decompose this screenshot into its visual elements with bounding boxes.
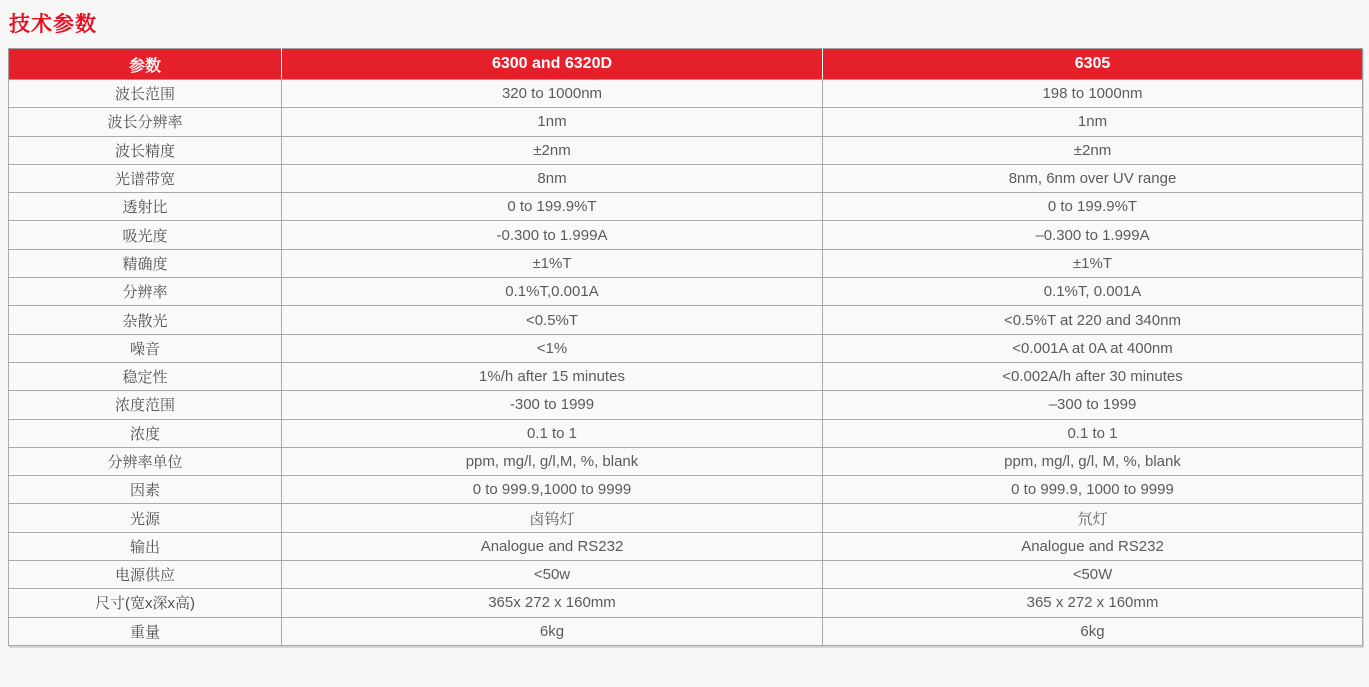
param-cell: 稳定性: [9, 362, 282, 390]
value-cell-6300-6320d: 1nm: [282, 108, 823, 136]
value-cell-6300-6320d: <50w: [282, 561, 823, 589]
param-cell: 重量: [9, 617, 282, 645]
value-cell-6305: 365 x 272 x 160mm: [823, 589, 1363, 617]
param-cell: 波长精度: [9, 136, 282, 164]
value-cell-6305: 氘灯: [823, 504, 1363, 532]
value-cell-6300-6320d: 6kg: [282, 617, 823, 645]
value-cell-6305: 8nm, 6nm over UV range: [823, 164, 1363, 192]
value-cell-6305: ppm, mg/l, g/l, M, %, blank: [823, 447, 1363, 475]
table-row: [9, 334, 1363, 362]
table-row: [9, 80, 1363, 108]
spec-table: [8, 48, 1363, 646]
value-cell-6300-6320d: 320 to 1000nm: [282, 80, 823, 108]
table-row: [9, 306, 1363, 334]
table-row: [9, 108, 1363, 136]
value-cell-6305: 1nm: [823, 108, 1363, 136]
value-cell-6305: 0.1%T, 0.001A: [823, 278, 1363, 306]
value-cell-6300-6320d: ±1%T: [282, 249, 823, 277]
value-cell-6300-6320d: 0 to 999.9,1000 to 9999: [282, 476, 823, 504]
value-cell-6305: –300 to 1999: [823, 391, 1363, 419]
table-row: [9, 136, 1363, 164]
value-cell-6300-6320d: ±2nm: [282, 136, 823, 164]
value-cell-6300-6320d: 1%/h after 15 minutes: [282, 362, 823, 390]
param-cell: 光源: [9, 504, 282, 532]
param-cell: 杂散光: [9, 306, 282, 334]
param-cell: 分辨率单位: [9, 447, 282, 475]
value-cell-6300-6320d: 0.1%T,0.001A: [282, 278, 823, 306]
page-title: 技术参数: [9, 13, 97, 36]
param-cell: 浓度范围: [9, 391, 282, 419]
table-row: [9, 561, 1363, 589]
table-row: [9, 419, 1363, 447]
table-row: [9, 589, 1363, 617]
value-cell-6305: Analogue and RS232: [823, 532, 1363, 560]
table-row: [9, 221, 1363, 249]
value-cell-6300-6320d: 0 to 199.9%T: [282, 193, 823, 221]
value-cell-6300-6320d: <0.5%T: [282, 306, 823, 334]
param-cell: 浓度: [9, 419, 282, 447]
param-cell: 电源供应: [9, 561, 282, 589]
param-cell: 波长范围: [9, 80, 282, 108]
value-cell-6300-6320d: 0.1 to 1: [282, 419, 823, 447]
table-row: [9, 164, 1363, 192]
table-row: [9, 476, 1363, 504]
value-cell-6305: <0.002A/h after 30 minutes: [823, 362, 1363, 390]
value-cell-6305: <0.5%T at 220 and 340nm: [823, 306, 1363, 334]
param-cell: 透射比: [9, 193, 282, 221]
column-header-6300-6320d: 6300 and 6320D: [282, 49, 823, 80]
table-row: [9, 391, 1363, 419]
table-row: [9, 617, 1363, 645]
param-cell: 输出: [9, 532, 282, 560]
value-cell-6305: ±1%T: [823, 249, 1363, 277]
table-row: [9, 193, 1363, 221]
param-cell: 吸光度: [9, 221, 282, 249]
table-row: [9, 504, 1363, 532]
value-cell-6300-6320d: ppm, mg/l, g/l,M, %, blank: [282, 447, 823, 475]
value-cell-6305: –0.300 to 1.999A: [823, 221, 1363, 249]
param-cell: 尺寸(宽x深x高): [9, 589, 282, 617]
value-cell-6300-6320d: 8nm: [282, 164, 823, 192]
param-cell: 精确度: [9, 249, 282, 277]
table-header: [9, 49, 1363, 80]
column-header-6305: 6305: [823, 49, 1363, 80]
table-body: [9, 80, 1363, 646]
value-cell-6305: 6kg: [823, 617, 1363, 645]
value-cell-6300-6320d: 365x 272 x 160mm: [282, 589, 823, 617]
column-header-param: 参数: [9, 49, 282, 80]
param-cell: 光谱带宽: [9, 164, 282, 192]
value-cell-6300-6320d: -0.300 to 1.999A: [282, 221, 823, 249]
value-cell-6305: <0.001A at 0A at 400nm: [823, 334, 1363, 362]
value-cell-6300-6320d: <1%: [282, 334, 823, 362]
value-cell-6305: 198 to 1000nm: [823, 80, 1363, 108]
value-cell-6300-6320d: 卤钨灯: [282, 504, 823, 532]
table-row: [9, 362, 1363, 390]
param-cell: 波长分辨率: [9, 108, 282, 136]
param-cell: 分辨率: [9, 278, 282, 306]
header-row: [9, 49, 1363, 80]
value-cell-6305: ±2nm: [823, 136, 1363, 164]
value-cell-6300-6320d: -300 to 1999: [282, 391, 823, 419]
value-cell-6305: 0 to 199.9%T: [823, 193, 1363, 221]
value-cell-6305: 0 to 999.9, 1000 to 9999: [823, 476, 1363, 504]
param-cell: 噪音: [9, 334, 282, 362]
value-cell-6300-6320d: Analogue and RS232: [282, 532, 823, 560]
table-row: [9, 532, 1363, 560]
param-cell: 因素: [9, 476, 282, 504]
table-row: [9, 447, 1363, 475]
table-row: [9, 249, 1363, 277]
value-cell-6305: 0.1 to 1: [823, 419, 1363, 447]
table-row: [9, 278, 1363, 306]
value-cell-6305: <50W: [823, 561, 1363, 589]
